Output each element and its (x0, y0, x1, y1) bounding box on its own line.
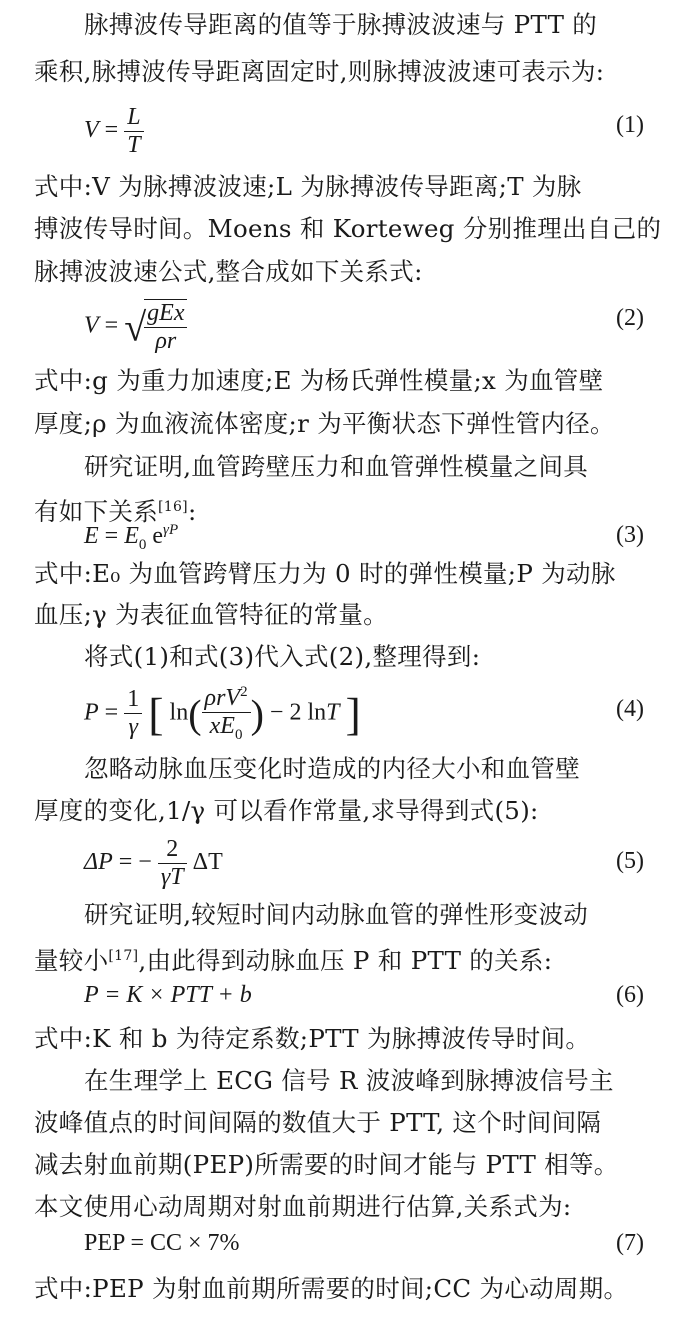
equation-4 (84, 680, 644, 750)
citation: [16] (158, 499, 188, 515)
numerator: 2 (166, 836, 179, 862)
text-line: 式中:PEP 为射血前期所需要的时间;CC 为心动周期。 (34, 1274, 629, 1303)
right-bracket: ] (345, 688, 361, 740)
sqrt-sign: √ (124, 304, 147, 350)
left-paren: ( (188, 691, 202, 737)
text-line: 将式(1)和式(3)代入式(2),整理得到: (84, 642, 481, 671)
equation-6 (84, 980, 644, 1016)
text-line (34, 939, 644, 978)
ln-operator: ln (169, 699, 189, 726)
text-span: 量较小 (34, 946, 109, 976)
eq-lhs: E (84, 523, 99, 549)
text-span: : (187, 497, 197, 527)
eq-term: T (326, 699, 340, 726)
equation-number: (2) (616, 305, 644, 331)
fraction (158, 836, 187, 891)
numerator-text: ρrV (204, 685, 241, 711)
text-line: 厚度的变化,1/γ 可以看作常量,求导得到式(5): (34, 796, 539, 825)
fraction (144, 299, 187, 355)
numerator (202, 684, 251, 712)
equation-text: PEP = CC × 7% (84, 1230, 240, 1256)
equation-3 (84, 518, 644, 558)
text-line: 脉搏波传导距离的值等于脉搏波波速与 PTT 的 (84, 10, 598, 39)
equation-text: P = K × PTT + b (84, 982, 252, 1008)
fraction (124, 686, 142, 741)
denominator: γT (158, 863, 187, 891)
equation-number: (6) (616, 982, 644, 1008)
eq-lhs: V (84, 117, 99, 144)
text-line: 在生理学上 ECG 信号 R 波波峰到脉搏波信号主 (84, 1066, 614, 1095)
text-line: 式中:V 为脉搏波波速;L 为脉搏波传导距离;T 为脉 (34, 172, 582, 201)
text-line: 厚度;ρ 为血液流体密度;r 为平衡状态下弹性管内径。 (34, 409, 615, 438)
denominator (202, 712, 251, 744)
text-line: 搏波传导时间。Moens 和 Korteweg 分别推理出自己的 (34, 214, 662, 243)
eq-sign: = (104, 523, 119, 549)
eq-lhs: V (84, 312, 99, 339)
equation-number: (3) (616, 522, 644, 548)
numerator: 1 (127, 686, 140, 713)
right-paren: ) (250, 691, 264, 737)
numerator: gEx (147, 300, 185, 326)
text-span: ,由此得到动脉血压 P 和 PTT 的关系: (138, 946, 553, 976)
text-line: 研究证明,较短时间内动脉血管的弹性形变波动 (84, 900, 589, 929)
equation-7 (84, 1228, 644, 1264)
minus-ln: − 2 ln (269, 699, 327, 726)
fraction (202, 684, 251, 744)
text-line: 忽略动脉血压变化时造成的内径大小和血管壁 (84, 754, 580, 783)
equation-number: (4) (616, 696, 644, 722)
eq-sign: = (104, 312, 119, 339)
text-line: 本文使用心动周期对射血前期进行估算,关系式为: (34, 1192, 572, 1221)
eq-lhs: P (84, 699, 99, 726)
subscript: 0 (234, 726, 243, 743)
citation: [17] (108, 948, 139, 964)
exponent: γP (163, 522, 179, 538)
superscript: 2 (240, 684, 248, 700)
left-bracket: [ (148, 688, 164, 740)
equation-number: (5) (616, 848, 644, 874)
text-line: 式中:E₀ 为血管跨臂压力为 0 时的弹性模量;P 为动脉 (34, 559, 616, 588)
denominator: T (124, 131, 143, 159)
text-line: 式中:g 为重力加速度;E 为杨氏弹性模量;x 为血管壁 (34, 366, 604, 395)
exp-base: e (152, 523, 164, 549)
subscript: 0 (138, 536, 147, 553)
denominator: ρr (144, 327, 187, 355)
denominator-text: xE (209, 713, 235, 739)
eq-sign: = − (118, 849, 152, 876)
text-line: 脉搏波波速公式,整合成如下关系式: (34, 257, 423, 286)
equation-5 (84, 832, 644, 894)
fraction (124, 104, 143, 159)
text-line: 乘积,脉搏波传导距离固定时,则脉搏波波速可表示为: (34, 57, 605, 86)
text-line: 减去射血前期(PEP)所需要的时间才能与 PTT 相等。 (34, 1150, 619, 1179)
eq-lhs: ΔP (84, 849, 113, 876)
text-line: 式中:K 和 b 为待定系数;PTT 为脉搏波传导时间。 (34, 1024, 591, 1053)
eq-sign: = (104, 699, 119, 726)
denominator: γ (124, 713, 142, 741)
equation-1 (84, 98, 644, 158)
text-span: 有如下关系 (34, 497, 158, 527)
equation-2 (84, 295, 644, 355)
equation-number: (7) (616, 1230, 644, 1256)
text-line: 研究证明,血管跨壁压力和血管弹性模量之间具 (84, 452, 589, 481)
numerator: L (127, 104, 141, 130)
text-line: 血压;γ 为表征血管特征的常量。 (34, 600, 388, 629)
eq-sign: = (104, 117, 119, 144)
equation-number: (1) (616, 112, 644, 138)
eq-term: ΔT (192, 849, 223, 876)
text-line: 波峰值点的时间间隔的数值大于 PTT, 这个时间间隔 (34, 1108, 602, 1137)
eq-term: E (124, 523, 139, 549)
